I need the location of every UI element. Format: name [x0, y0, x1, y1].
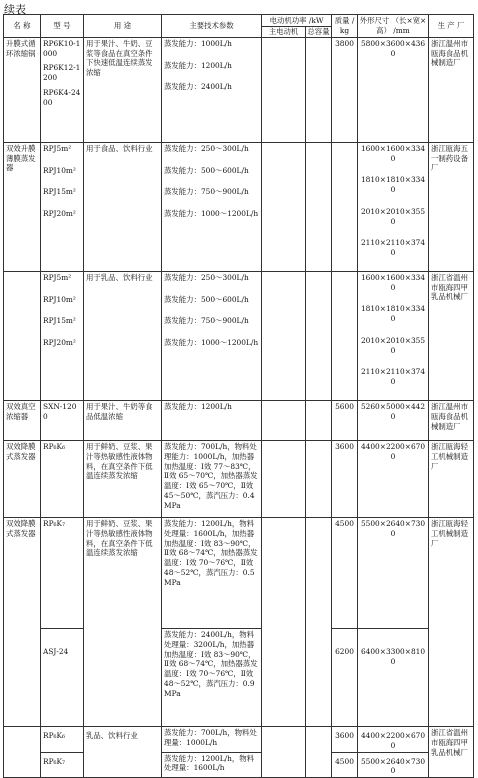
header-params: 主要技术参数 — [162, 15, 262, 38]
param-item: 蒸发能力：500～600L/h — [164, 165, 249, 175]
cell-motor-main — [262, 401, 306, 441]
cell-maker: 浙江瓯海五一制药设备厂 — [429, 142, 474, 271]
model-item: RPJ15m² — [43, 316, 76, 326]
cell-model: RP₆K₇ — [41, 752, 84, 778]
cell-motor-main — [262, 727, 306, 778]
cell-motor-main — [262, 142, 306, 271]
cell-mass: 3600 — [332, 441, 358, 518]
cell-dims: 5500×2640×7300 — [358, 752, 429, 778]
cell-motor-total — [306, 441, 332, 518]
model-item: RPJ20m² — [43, 338, 76, 348]
header-name: 名 称 — [4, 15, 41, 38]
cell-model — [41, 37, 84, 142]
cell-maker: 浙江省温州市瓯海四甲乳品机械厂 — [429, 727, 474, 778]
cell-mass: 3800 — [332, 37, 358, 142]
table-row — [4, 727, 474, 753]
cell-dims: 4400×2200×6700 — [358, 441, 429, 518]
cell-name — [4, 727, 41, 778]
cell-dims — [358, 142, 429, 271]
cell-dims: 5800×3600×4360 — [358, 37, 429, 142]
param-item: 蒸发能力：1000～1200L/h — [164, 209, 259, 219]
cell-mass: 5600 — [332, 401, 358, 441]
header-model: 型 号 — [41, 15, 84, 38]
table-row — [4, 401, 474, 441]
cell-name — [4, 271, 41, 400]
cell-maker: 浙江瓯海轻工机械制造厂 — [429, 441, 474, 518]
param-item: 蒸发能力：250～300L/h — [164, 272, 249, 282]
cell-model — [41, 271, 84, 400]
header-dims: 外形尺寸 （长×宽×高） /mm — [358, 15, 429, 38]
table-caption: 续表 — [4, 3, 26, 16]
dims-item: 2110×2110×3740 — [360, 238, 426, 258]
cell-dims: 5260×5000×4420 — [358, 401, 429, 441]
param-item: 蒸发能力：750～900L/h — [164, 316, 249, 326]
cell-dims: 4400×2200×6700 — [358, 727, 429, 753]
cell-params: 蒸发能力：700L/h，物料处理量：1000L/h — [162, 727, 262, 753]
table-row — [4, 37, 474, 142]
cell-model: ASJ-24 — [41, 629, 84, 727]
cell-usage: 用于果汁、牛奶等食品低温浓缩 — [84, 401, 162, 441]
param-item: 蒸发能力：750～900L/h — [164, 187, 249, 197]
model-item: RPJ10m² — [43, 294, 76, 304]
param-item: 蒸发能力：500～600L/h — [164, 294, 249, 304]
cell-usage: 乳品、饮料行业 — [84, 727, 162, 778]
cell-maker: 浙江温州市瓯海食品机械制造厂 — [429, 401, 474, 441]
cell-motor-total — [306, 518, 332, 727]
model-item: RP6K10-1000 — [43, 38, 81, 58]
cell-model: RP₆K₇ — [41, 518, 84, 629]
cell-dims — [358, 271, 429, 400]
cell-params: 蒸发能力：1200L/h，物料处理量：1600L/h，加热器加热温度：Ⅰ效 83～90℃，Ⅱ效 68～74℃，加热器蒸发温度：Ⅰ效 70～76℃，Ⅱ效 48～52℃，蒸汽压力：0.5MPa — [162, 518, 262, 629]
param-item: 蒸发能力：1000L/h — [164, 38, 232, 48]
model-item: RPJ20m² — [43, 209, 76, 219]
cell-name: 双效降膜式蒸发器 — [4, 441, 41, 518]
cell-params — [162, 142, 262, 271]
cell-mass: 4500 — [332, 752, 358, 778]
cell-params — [162, 37, 262, 142]
cell-mass: 4500 — [332, 518, 358, 629]
cell-mass: 6200 — [332, 629, 358, 727]
cell-motor-total — [306, 271, 332, 400]
table-row — [4, 271, 474, 400]
cell-model: SXN-1200 — [41, 401, 84, 441]
model-item: RP6K12-1200 — [43, 63, 81, 83]
model-item: RPJ5m² — [43, 143, 72, 153]
header-motor-total: 总容量 — [307, 27, 330, 36]
cell-usage: 用于食品、饮料行业 — [84, 142, 162, 271]
model-item: RPJ5m² — [43, 272, 72, 282]
param-item: 蒸发能力：1200L/h — [164, 60, 232, 70]
param-item: 蒸发能力：250～300L/h — [164, 143, 249, 153]
cell-name: 升膜式循环浓缩锅 — [4, 37, 41, 142]
cell-name: 双效真空浓缩器 — [4, 401, 41, 441]
header-usage: 用 途 — [84, 15, 162, 38]
header-motor-main: 主电动机 — [262, 27, 306, 38]
cell-usage: 用于鲜奶、豆浆、果汁等热敏感性液体物料，在真空条件下低温连续蒸发浓缩 — [84, 518, 162, 727]
cell-name: 双效降膜式蒸发器 — [4, 518, 41, 727]
cell-maker: 浙江瓯海轻工机械制造厂 — [429, 518, 474, 727]
cell-maker: 浙江温州市瓯海食品机械制造厂 — [429, 37, 474, 142]
cell-motor-total — [306, 142, 332, 271]
dims-item: 1600×1600×3340 — [360, 143, 426, 163]
header-maker: 生 产 厂 — [429, 15, 474, 38]
model-item: RPJ15m² — [43, 187, 76, 197]
table-row — [4, 142, 474, 271]
cell-motor-total — [306, 727, 332, 778]
cell-mass: 3600 — [332, 727, 358, 753]
cell-name: 双效升膜薄膜蒸发器 — [4, 142, 41, 271]
cell-model: RP₆K₆ — [41, 441, 84, 518]
cell-model: RP₆K₆ — [41, 727, 84, 753]
dims-item: 1810×1810×3340 — [360, 175, 426, 195]
dims-item: 2010×2010×3550 — [360, 335, 426, 355]
cell-maker: 浙江省温州市瓯海四甲乳品机械厂 — [429, 271, 474, 400]
cell-usage: 用于乳品、饮料行业 — [84, 271, 162, 400]
dims-item: 2010×2010×3550 — [360, 206, 426, 226]
header-mass: 质量 /kg — [332, 15, 358, 38]
table-row — [4, 518, 474, 629]
model-item: RPJ10m² — [43, 165, 76, 175]
cell-params: 蒸发能力：2400L/h，物料处理量：3200L/h，加热器加热温度：Ⅰ效 83～90℃，Ⅱ效 68～74℃，加热器蒸发温度：Ⅰ效 70～76℃，Ⅱ效 48～52℃，蒸汽压力：0.9MPa — [162, 629, 262, 727]
model-item: RP6K4-2400 — [43, 87, 81, 107]
cell-params — [162, 271, 262, 400]
cell-motor-main — [262, 441, 306, 518]
cell-usage: 用于鲜奶、豆浆、果汁等热敏感性液体物料，在真空条件下低温连续蒸发浓缩 — [84, 441, 162, 518]
table-row — [4, 752, 474, 778]
param-item: 蒸发能力：2400L/h — [164, 82, 232, 92]
param-item: 蒸发能力：1000～1200L/h — [164, 338, 259, 348]
cell-params: 蒸发能力：1200L/h，物料处理量：1600L/h — [162, 752, 262, 778]
cell-motor-main — [262, 271, 306, 400]
cell-params: 蒸发能力：1200L/h — [162, 401, 262, 441]
equipment-table — [3, 14, 474, 778]
table-row — [4, 629, 474, 727]
dims-item: 2110×2110×3740 — [360, 367, 426, 387]
header-motor-power: 电动机功率 /kW — [262, 15, 332, 27]
cell-motor-main — [262, 37, 306, 142]
cell-motor-main — [262, 518, 306, 727]
table-row — [4, 441, 474, 518]
cell-usage: 用于果汁、牛奶、豆浆等食品在真空条件下快速低温连续蒸发浓缩 — [84, 37, 162, 142]
cell-mass — [332, 271, 358, 400]
cell-dims: 6400×3300×8100 — [358, 629, 429, 727]
cell-dims: 5500×2640×7300 — [358, 518, 429, 629]
cell-mass — [332, 142, 358, 271]
cell-model — [41, 142, 84, 271]
dims-item: 1810×1810×3340 — [360, 304, 426, 324]
cell-motor-total — [306, 37, 332, 142]
cell-motor-total — [306, 401, 332, 441]
cell-params: 蒸发能力：700L/h，物料处理能力：1000L/h，加热器加热温度：Ⅰ效 77～83℃，Ⅱ效 65～70℃，加热器蒸发温度：Ⅰ效 65～70℃，Ⅱ效 45～50℃，蒸汽压力：0.4MPa — [162, 441, 262, 518]
dims-item: 1600×1600×3340 — [360, 272, 426, 292]
